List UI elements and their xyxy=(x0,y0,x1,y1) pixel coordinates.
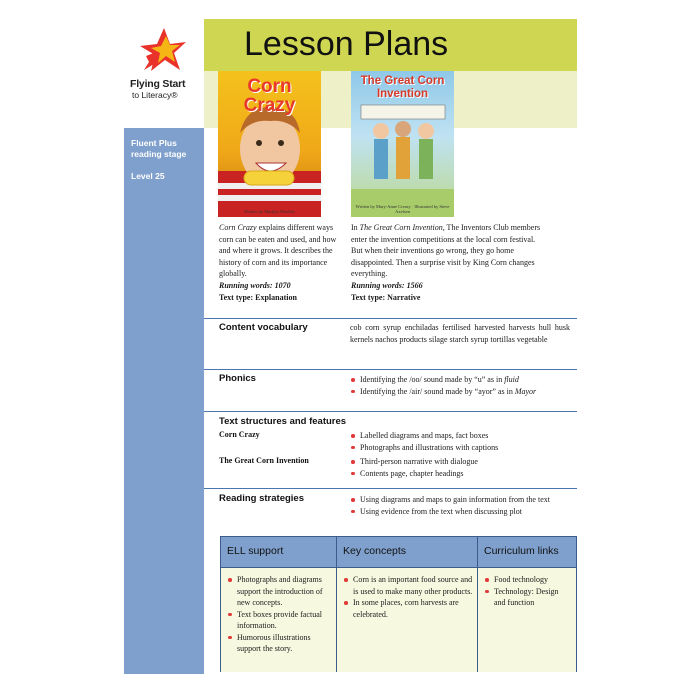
text-structures-book1-list xyxy=(350,430,498,453)
section-divider xyxy=(204,318,577,319)
cover-credit: Written by Marilyn Woolley xyxy=(244,209,295,214)
cover-credit: Written by Mary-Anne Creasy · Illustrated by Steve Axelsen xyxy=(355,204,450,214)
list-item: Contents page, chapter headings xyxy=(350,468,478,480)
text-structures-book2-list xyxy=(350,456,478,479)
cover-title: Corn Crazy xyxy=(243,76,296,116)
text-type: Text type: Narrative xyxy=(351,292,421,302)
list-item: Food technology xyxy=(484,574,572,586)
list-item: Using evidence from the text when discussing plot xyxy=(350,506,550,518)
list-item: Photographs and diagrams support the introduction of new concepts. xyxy=(227,574,333,609)
star-logo-icon xyxy=(136,26,188,78)
list-item: Identifying the /air/ sound made by “ayor” as in Mayor xyxy=(350,386,536,398)
running-words: Running words: 1566 xyxy=(351,280,423,290)
text-structures-label: Text structures and features xyxy=(219,416,347,427)
ell-support-list xyxy=(227,574,333,655)
ell-support-panel xyxy=(221,567,337,672)
content-vocabulary-label: Content vocabulary xyxy=(219,322,308,333)
reading-stage: Fluent Plus reading stage xyxy=(131,138,187,159)
book-title: Corn Crazy xyxy=(219,223,257,232)
book-title: The Great Corn Invention xyxy=(359,223,443,232)
list-item: Humorous illustrations support the story. xyxy=(227,632,333,655)
reading-strategies-label: Reading strategies xyxy=(219,493,304,504)
logo-title: Flying Start xyxy=(130,78,186,90)
list-item: Identifying the /oo/ sound made by “u” as in fluid xyxy=(350,374,536,386)
reading-level: Level 25 xyxy=(131,171,165,181)
page-title: Lesson Plans xyxy=(244,25,449,63)
key-concepts-heading: Key concepts xyxy=(337,537,478,567)
content-vocabulary-words: cob corn syrup enchiladas fertilised harvested harvests hull husk kernels nachos products silage starch syrup tortillas vegetable xyxy=(350,323,570,344)
description-text: , The Inventors Club members enter the invention competitions at the local corn festival. But when their inventions go wrong, they go home disappointed. Then a surprise visit by King Corn changes everything. xyxy=(351,223,541,279)
support-boxes xyxy=(220,536,577,672)
book-description-corn-crazy xyxy=(219,222,337,303)
phonics-list xyxy=(350,374,536,397)
section-divider xyxy=(204,411,577,412)
list-item: Labelled diagrams and maps, fact boxes xyxy=(350,430,498,442)
key-concepts-panel xyxy=(337,567,478,672)
description-text: explains different ways corn can be eaten and used, and how and where it grows. It describes the history of corn and its importance globally. xyxy=(219,223,337,279)
list-item: Photographs and illustrations with captions xyxy=(350,442,498,454)
text-structures-book1-label: Corn Crazy xyxy=(219,430,260,439)
curriculum-links-panel xyxy=(478,567,576,672)
key-concepts-list xyxy=(343,574,473,620)
book-cover-great-corn-invention xyxy=(351,71,454,217)
reading-strategies-list xyxy=(350,494,550,517)
book-cover-corn-crazy xyxy=(218,71,321,217)
book-description-great-corn-invention xyxy=(351,222,541,303)
section-divider xyxy=(204,488,577,489)
list-item: Corn is an important food source and is used to make many other products. xyxy=(343,574,473,597)
list-item: Text boxes provide factual information. xyxy=(227,609,333,632)
description-intro: In xyxy=(351,223,360,232)
flying-start-logo xyxy=(128,26,198,106)
text-type: Text type: Explanation xyxy=(219,292,297,302)
list-item: Technology: Design and function xyxy=(484,586,572,609)
list-item: In some places, corn harvests are celebrated. xyxy=(343,597,473,620)
running-words: Running words: 1070 xyxy=(219,280,291,290)
list-item: Third-person narrative with dialogue xyxy=(350,456,478,468)
ell-support-heading: ELL support xyxy=(221,537,337,567)
sidebar xyxy=(124,128,204,674)
curriculum-links-list xyxy=(484,574,572,609)
curriculum-links-heading: Curriculum links xyxy=(478,537,576,567)
section-divider xyxy=(204,369,577,370)
text-structures-book2-label: The Great Corn Invention xyxy=(219,456,309,465)
logo-subtitle: to Literacy® xyxy=(132,90,178,100)
cover-title: The Great Corn Invention xyxy=(360,75,445,100)
list-item: Using diagrams and maps to gain information from the text xyxy=(350,494,550,506)
phonics-label: Phonics xyxy=(219,373,256,384)
